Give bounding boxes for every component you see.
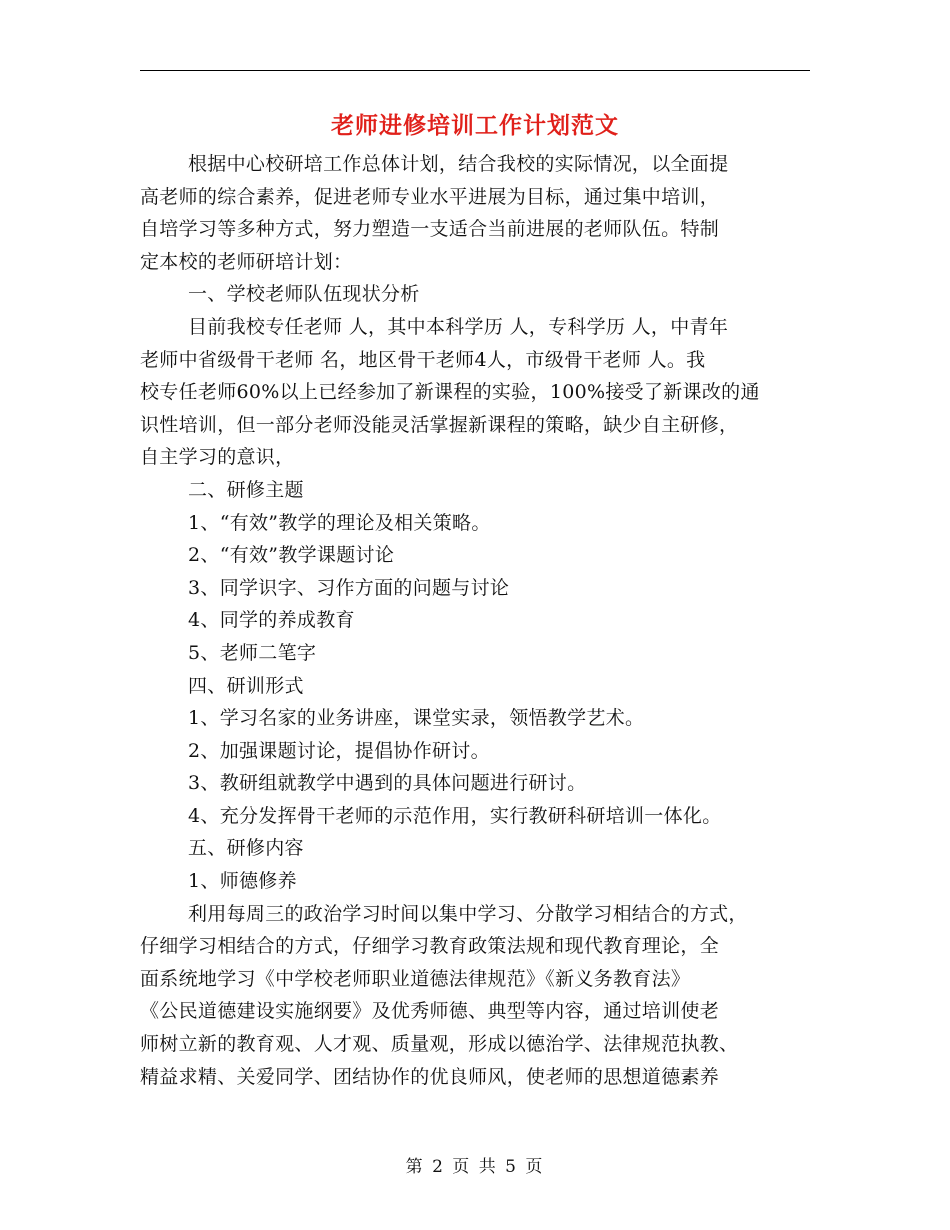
text-line: 自培学习等多种方式，努力塑造一支适合当前进展的老师队伍。特制 — [140, 218, 720, 241]
text-line: 五、研修内容 — [188, 837, 304, 860]
text-line: 自主学习的意识， — [140, 446, 295, 469]
document-body — [140, 148, 812, 1093]
text-line: 高老师的综合素养，促进老师专业水平进展为目标，通过集中培训， — [140, 185, 720, 208]
text-line: 4、同学的养成教育 — [188, 609, 355, 632]
text-line: 识性培训，但一部分老师没能灵活掌握新课程的策略，缺少自主研修， — [140, 413, 739, 436]
text-line: 利用每周三的政治学习时间以集中学习、分散学习相结合的方式， — [188, 902, 748, 925]
text-line: 仔细学习相结合的方式，仔细学习教育政策法规和现代教育理论，全 — [140, 935, 720, 958]
text-line: 二、研修主题 — [188, 478, 304, 501]
text-line: 1、师德修养 — [188, 870, 297, 893]
text-line: 5、老师二笔字 — [188, 641, 317, 664]
text-line: 2、“有效”教学课题讨论 — [188, 544, 395, 567]
text-line: 校专任老师60%以上已经参加了新课程的实验，100%接受了新课改的通 — [140, 381, 760, 404]
text-line: 四、研训形式 — [188, 674, 304, 697]
text-line: 3、教研组就教学中遇到的具体问题进行研讨。 — [188, 772, 587, 795]
text-line: 2、加强课题讨论，提倡协作研讨。 — [188, 739, 490, 762]
header-rule — [140, 70, 810, 71]
text-line: 根据中心校研培工作总体计划，结合我校的实际情况，以全面提 — [188, 153, 729, 175]
text-line: 目前我校专任老师 人，其中本科学历 人，专科学历 人，中青年 — [188, 315, 729, 338]
text-line: 师树立新的教育观、人才观、质量观，形成以德治学、法律规范执教、 — [140, 1033, 739, 1056]
text-line: 一、学校老师队伍现状分析 — [188, 283, 420, 306]
text-line: 4、充分发挥骨干老师的示范作用，实行教研科研培训一体化。 — [188, 804, 722, 827]
text-line: 老师中省级骨干老师 名，地区骨干老师4人，市级骨干老师 人。我 — [140, 348, 706, 371]
text-line: 1、“有效”教学的理论及相关策略。 — [188, 511, 491, 534]
page-number: 第 2 页 共 5 页 — [405, 1157, 545, 1177]
text-line: 定本校的老师研培计划： — [140, 250, 353, 273]
text-line: 《公民道德建设实施纲要》及优秀师德、典型等内容，通过培训使老 — [140, 1000, 720, 1023]
text-line: 精益求精、关爱同学、团结协作的优良师风，使老师的思想道德素养 — [140, 1065, 720, 1088]
document-title: 老师进修培训工作计划范文 — [331, 112, 619, 139]
text-line: 面系统地学习《中学校老师职业道德法律规范》《新义务教育法》 — [140, 967, 691, 990]
text-line: 3、同学识字、习作方面的问题与讨论 — [188, 576, 510, 599]
text-line: 1、学习名家的业务讲座，课堂实录，领悟教学艺术。 — [188, 707, 645, 730]
